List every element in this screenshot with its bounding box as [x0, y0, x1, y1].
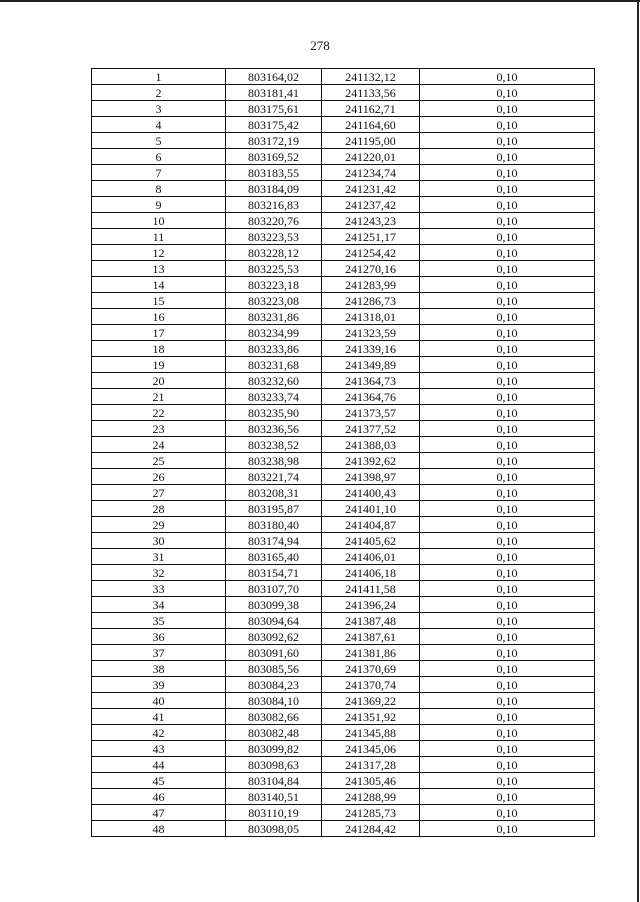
accuracy-cell: 0,10: [420, 789, 595, 805]
table-row: [92, 613, 595, 629]
y-coordinate-cell: 241404,87: [322, 517, 420, 533]
point-number-cell: 1: [92, 69, 226, 85]
x-coordinate-cell: 803098,63: [226, 757, 322, 773]
table-row: [92, 805, 595, 821]
point-number-cell: 24: [92, 437, 226, 453]
y-coordinate-cell: 241339,16: [322, 341, 420, 357]
x-coordinate-cell: 803231,86: [226, 309, 322, 325]
table-row: [92, 421, 595, 437]
point-number-cell: 21: [92, 389, 226, 405]
accuracy-cell: 0,10: [420, 389, 595, 405]
x-coordinate-cell: 803231,68: [226, 357, 322, 373]
y-coordinate-cell: 241132,12: [322, 69, 420, 85]
table-row: [92, 293, 595, 309]
x-coordinate-cell: 803082,66: [226, 709, 322, 725]
y-coordinate-cell: 241305,46: [322, 773, 420, 789]
y-coordinate-cell: 241285,73: [322, 805, 420, 821]
accuracy-cell: 0,10: [420, 293, 595, 309]
x-coordinate-cell: 803099,82: [226, 741, 322, 757]
point-number-cell: 45: [92, 773, 226, 789]
accuracy-cell: 0,10: [420, 133, 595, 149]
point-number-cell: 36: [92, 629, 226, 645]
table-row: [92, 725, 595, 741]
table-row: [92, 277, 595, 293]
y-coordinate-cell: 241345,88: [322, 725, 420, 741]
x-coordinate-cell: 803235,90: [226, 405, 322, 421]
x-coordinate-cell: 803110,19: [226, 805, 322, 821]
y-coordinate-cell: 241317,28: [322, 757, 420, 773]
table-row: [92, 645, 595, 661]
y-coordinate-cell: 241237,42: [322, 197, 420, 213]
accuracy-cell: 0,10: [420, 549, 595, 565]
y-coordinate-cell: 241398,97: [322, 469, 420, 485]
point-number-cell: 25: [92, 453, 226, 469]
table-row: [92, 549, 595, 565]
accuracy-cell: 0,10: [420, 805, 595, 821]
x-coordinate-cell: 803107,70: [226, 581, 322, 597]
y-coordinate-cell: 241392,62: [322, 453, 420, 469]
y-coordinate-cell: 241369,22: [322, 693, 420, 709]
x-coordinate-cell: 803165,40: [226, 549, 322, 565]
accuracy-cell: 0,10: [420, 645, 595, 661]
x-coordinate-cell: 803091,60: [226, 645, 322, 661]
table-row: [92, 85, 595, 101]
table-row: [92, 309, 595, 325]
y-coordinate-cell: 241318,01: [322, 309, 420, 325]
y-coordinate-cell: 241351,92: [322, 709, 420, 725]
x-coordinate-cell: 803238,98: [226, 453, 322, 469]
table-row: [92, 501, 595, 517]
accuracy-cell: 0,10: [420, 693, 595, 709]
x-coordinate-cell: 803223,53: [226, 229, 322, 245]
y-coordinate-cell: 241288,99: [322, 789, 420, 805]
table-row: [92, 485, 595, 501]
table-row: [92, 453, 595, 469]
point-number-cell: 43: [92, 741, 226, 757]
table-row: [92, 117, 595, 133]
x-coordinate-cell: 803225,53: [226, 261, 322, 277]
y-coordinate-cell: 241381,86: [322, 645, 420, 661]
y-coordinate-cell: 241284,42: [322, 821, 420, 837]
accuracy-cell: 0,10: [420, 629, 595, 645]
x-coordinate-cell: 803092,62: [226, 629, 322, 645]
x-coordinate-cell: 803154,71: [226, 565, 322, 581]
accuracy-cell: 0,10: [420, 181, 595, 197]
x-coordinate-cell: 803216,83: [226, 197, 322, 213]
point-number-cell: 20: [92, 373, 226, 389]
table-row: [92, 197, 595, 213]
table-row: [92, 469, 595, 485]
y-coordinate-cell: 241387,48: [322, 613, 420, 629]
point-number-cell: 6: [92, 149, 226, 165]
accuracy-cell: 0,10: [420, 213, 595, 229]
y-coordinate-cell: 241396,24: [322, 597, 420, 613]
point-number-cell: 16: [92, 309, 226, 325]
y-coordinate-cell: 241243,23: [322, 213, 420, 229]
y-coordinate-cell: 241388,03: [322, 437, 420, 453]
table-row: [92, 389, 595, 405]
table-row: [92, 69, 595, 85]
y-coordinate-cell: 241400,43: [322, 485, 420, 501]
table-row: [92, 821, 595, 837]
x-coordinate-cell: 803184,09: [226, 181, 322, 197]
x-coordinate-cell: 803082,48: [226, 725, 322, 741]
point-number-cell: 7: [92, 165, 226, 181]
y-coordinate-cell: 241401,10: [322, 501, 420, 517]
table-row: [92, 741, 595, 757]
y-coordinate-cell: 241370,69: [322, 661, 420, 677]
point-number-cell: 44: [92, 757, 226, 773]
x-coordinate-cell: 803228,12: [226, 245, 322, 261]
x-coordinate-cell: 803223,08: [226, 293, 322, 309]
accuracy-cell: 0,10: [420, 741, 595, 757]
x-coordinate-cell: 803099,38: [226, 597, 322, 613]
accuracy-cell: 0,10: [420, 821, 595, 837]
y-coordinate-cell: 241364,76: [322, 389, 420, 405]
x-coordinate-cell: 803172,19: [226, 133, 322, 149]
accuracy-cell: 0,10: [420, 773, 595, 789]
table-row: [92, 181, 595, 197]
accuracy-cell: 0,10: [420, 533, 595, 549]
table-row: [92, 581, 595, 597]
y-coordinate-cell: 241349,89: [322, 357, 420, 373]
x-coordinate-cell: 803238,52: [226, 437, 322, 453]
x-coordinate-cell: 803232,60: [226, 373, 322, 389]
point-number-cell: 5: [92, 133, 226, 149]
point-number-cell: 11: [92, 229, 226, 245]
x-coordinate-cell: 803234,99: [226, 325, 322, 341]
table-row: [92, 661, 595, 677]
y-coordinate-cell: 241377,52: [322, 421, 420, 437]
point-number-cell: 40: [92, 693, 226, 709]
point-number-cell: 29: [92, 517, 226, 533]
point-number-cell: 34: [92, 597, 226, 613]
point-number-cell: 33: [92, 581, 226, 597]
table-row: [92, 213, 595, 229]
x-coordinate-cell: 803164,02: [226, 69, 322, 85]
y-coordinate-cell: 241323,59: [322, 325, 420, 341]
point-number-cell: 35: [92, 613, 226, 629]
y-coordinate-cell: 241406,18: [322, 565, 420, 581]
table-row: [92, 149, 595, 165]
x-coordinate-cell: 803181,41: [226, 85, 322, 101]
x-coordinate-cell: 803085,56: [226, 661, 322, 677]
accuracy-cell: 0,10: [420, 197, 595, 213]
point-number-cell: 13: [92, 261, 226, 277]
x-coordinate-cell: 803084,10: [226, 693, 322, 709]
y-coordinate-cell: 241254,42: [322, 245, 420, 261]
accuracy-cell: 0,10: [420, 149, 595, 165]
y-coordinate-cell: 241406,01: [322, 549, 420, 565]
y-coordinate-cell: 241162,71: [322, 101, 420, 117]
table-row: [92, 165, 595, 181]
point-number-cell: 18: [92, 341, 226, 357]
x-coordinate-cell: 803233,86: [226, 341, 322, 357]
coordinates-table-body: [92, 69, 595, 837]
point-number-cell: 41: [92, 709, 226, 725]
coordinates-table: [91, 68, 595, 837]
table-row: [92, 101, 595, 117]
point-number-cell: 14: [92, 277, 226, 293]
point-number-cell: 38: [92, 661, 226, 677]
accuracy-cell: 0,10: [420, 245, 595, 261]
y-coordinate-cell: 241234,74: [322, 165, 420, 181]
accuracy-cell: 0,10: [420, 69, 595, 85]
accuracy-cell: 0,10: [420, 485, 595, 501]
accuracy-cell: 0,10: [420, 261, 595, 277]
point-number-cell: 4: [92, 117, 226, 133]
table-row: [92, 325, 595, 341]
point-number-cell: 9: [92, 197, 226, 213]
table-row: [92, 629, 595, 645]
accuracy-cell: 0,10: [420, 677, 595, 693]
x-coordinate-cell: 803175,61: [226, 101, 322, 117]
accuracy-cell: 0,10: [420, 101, 595, 117]
point-number-cell: 10: [92, 213, 226, 229]
point-number-cell: 26: [92, 469, 226, 485]
page-top-edge: [0, 0, 640, 2]
accuracy-cell: 0,10: [420, 517, 595, 533]
y-coordinate-cell: 241364,73: [322, 373, 420, 389]
point-number-cell: 31: [92, 549, 226, 565]
table-row: [92, 341, 595, 357]
y-coordinate-cell: 241411,58: [322, 581, 420, 597]
point-number-cell: 15: [92, 293, 226, 309]
point-number-cell: 17: [92, 325, 226, 341]
point-number-cell: 28: [92, 501, 226, 517]
accuracy-cell: 0,10: [420, 165, 595, 181]
page-right-edge: [637, 0, 639, 902]
y-coordinate-cell: 241286,73: [322, 293, 420, 309]
table-row: [92, 357, 595, 373]
y-coordinate-cell: 241164,60: [322, 117, 420, 133]
y-coordinate-cell: 241270,16: [322, 261, 420, 277]
table-row: [92, 789, 595, 805]
accuracy-cell: 0,10: [420, 85, 595, 101]
accuracy-cell: 0,10: [420, 661, 595, 677]
point-number-cell: 42: [92, 725, 226, 741]
x-coordinate-cell: 803233,74: [226, 389, 322, 405]
point-number-cell: 12: [92, 245, 226, 261]
accuracy-cell: 0,10: [420, 453, 595, 469]
y-coordinate-cell: 241251,17: [322, 229, 420, 245]
x-coordinate-cell: 803098,05: [226, 821, 322, 837]
accuracy-cell: 0,10: [420, 421, 595, 437]
y-coordinate-cell: 241231,42: [322, 181, 420, 197]
point-number-cell: 48: [92, 821, 226, 837]
point-number-cell: 2: [92, 85, 226, 101]
accuracy-cell: 0,10: [420, 725, 595, 741]
point-number-cell: 39: [92, 677, 226, 693]
point-number-cell: 8: [92, 181, 226, 197]
point-number-cell: 47: [92, 805, 226, 821]
x-coordinate-cell: 803094,64: [226, 613, 322, 629]
x-coordinate-cell: 803180,40: [226, 517, 322, 533]
table-row: [92, 373, 595, 389]
x-coordinate-cell: 803140,51: [226, 789, 322, 805]
x-coordinate-cell: 803236,56: [226, 421, 322, 437]
point-number-cell: 22: [92, 405, 226, 421]
point-number-cell: 46: [92, 789, 226, 805]
y-coordinate-cell: 241370,74: [322, 677, 420, 693]
accuracy-cell: 0,10: [420, 565, 595, 581]
x-coordinate-cell: 803208,31: [226, 485, 322, 501]
table-row: [92, 677, 595, 693]
accuracy-cell: 0,10: [420, 309, 595, 325]
table-row: [92, 709, 595, 725]
point-number-cell: 27: [92, 485, 226, 501]
point-number-cell: 3: [92, 101, 226, 117]
x-coordinate-cell: 803084,23: [226, 677, 322, 693]
point-number-cell: 23: [92, 421, 226, 437]
accuracy-cell: 0,10: [420, 373, 595, 389]
point-number-cell: 37: [92, 645, 226, 661]
y-coordinate-cell: 241373,57: [322, 405, 420, 421]
table-row: [92, 133, 595, 149]
accuracy-cell: 0,10: [420, 341, 595, 357]
table-row: [92, 773, 595, 789]
x-coordinate-cell: 803183,55: [226, 165, 322, 181]
table-row: [92, 245, 595, 261]
y-coordinate-cell: 241387,61: [322, 629, 420, 645]
y-coordinate-cell: 241133,56: [322, 85, 420, 101]
x-coordinate-cell: 803169,52: [226, 149, 322, 165]
x-coordinate-cell: 803223,18: [226, 277, 322, 293]
accuracy-cell: 0,10: [420, 229, 595, 245]
point-number-cell: 19: [92, 357, 226, 373]
table-row: [92, 757, 595, 773]
table-row: [92, 533, 595, 549]
accuracy-cell: 0,10: [420, 501, 595, 517]
point-number-cell: 32: [92, 565, 226, 581]
y-coordinate-cell: 241220,01: [322, 149, 420, 165]
accuracy-cell: 0,10: [420, 757, 595, 773]
y-coordinate-cell: 241195,00: [322, 133, 420, 149]
table-row: [92, 261, 595, 277]
accuracy-cell: 0,10: [420, 277, 595, 293]
table-row: [92, 565, 595, 581]
accuracy-cell: 0,10: [420, 613, 595, 629]
table-row: [92, 597, 595, 613]
accuracy-cell: 0,10: [420, 405, 595, 421]
accuracy-cell: 0,10: [420, 325, 595, 341]
page-number: 278: [310, 38, 330, 53]
accuracy-cell: 0,10: [420, 117, 595, 133]
table-row: [92, 405, 595, 421]
y-coordinate-cell: 241345,06: [322, 741, 420, 757]
accuracy-cell: 0,10: [420, 597, 595, 613]
accuracy-cell: 0,10: [420, 357, 595, 373]
x-coordinate-cell: 803195,87: [226, 501, 322, 517]
y-coordinate-cell: 241405,62: [322, 533, 420, 549]
table-row: [92, 437, 595, 453]
table-row: [92, 229, 595, 245]
point-number-cell: 30: [92, 533, 226, 549]
accuracy-cell: 0,10: [420, 469, 595, 485]
accuracy-cell: 0,10: [420, 581, 595, 597]
x-coordinate-cell: 803104,84: [226, 773, 322, 789]
accuracy-cell: 0,10: [420, 437, 595, 453]
x-coordinate-cell: 803175,42: [226, 117, 322, 133]
y-coordinate-cell: 241283,99: [322, 277, 420, 293]
x-coordinate-cell: 803221,74: [226, 469, 322, 485]
table-row: [92, 517, 595, 533]
table-row: [92, 693, 595, 709]
x-coordinate-cell: 803174,94: [226, 533, 322, 549]
accuracy-cell: 0,10: [420, 709, 595, 725]
x-coordinate-cell: 803220,76: [226, 213, 322, 229]
